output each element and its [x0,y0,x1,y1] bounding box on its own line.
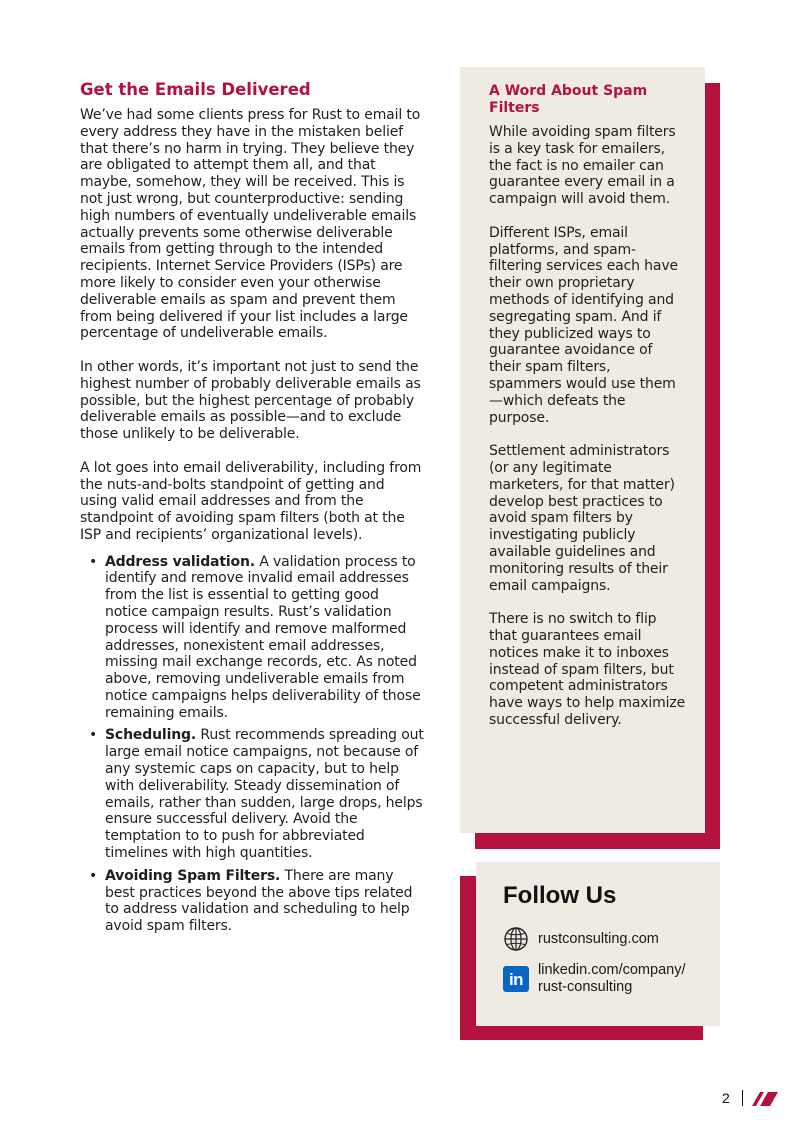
bullet-title: Scheduling. [105,727,197,744]
bullet-text: A validation process to identify and remove invalid email addresses from the list is essential to getting good notice campaign results. Rust’s validation process will identify and remove malformed addresses, nonexistent email addresses, missing mail exchange records, etc. As noted above, removing undeliverable emails from notice campaigns helps deliverability of those remaining emails. [105,553,421,721]
page-number: 2 [722,1090,730,1106]
bullet-text: Rust recommends spreading out large email notice campaigns, not because of any systemic caps on capacity, but to help with deliverability. Steady dissemination of emails, rather than sudden, large drops, helps ensure successful delivery. Avoid the temptation to to push for abbreviated timelines with high quantities. [105,727,424,862]
linkedin-icon: in [503,966,529,992]
follow-heading: Follow Us [503,882,617,909]
sidebar-paragraph-2: Different ISPs, email platforms, and spam-filtering services each have their own proprietary methods of identifying and segregating spam. And if they publicized ways to guarantee avoidance of their spam filters, spammers would use them—which defeats the purpose. [489,224,678,426]
article-heading: Get the Emails Delivered [80,80,311,99]
list-item [80,727,425,861]
sidebar-paragraph-3: Settlement administrators (or any legitimate marketers, for that matter) develop best practices to avoid spam filters by investigating publicly available guidelines and monitoring results of their email campaigns. [489,443,675,594]
sidebar-heading: A Word About Spam Filters [489,83,648,116]
spam-filters-sidebar [460,67,705,833]
article-paragraph-3: A lot goes into email deliverability, including from the nuts-and-bolts standpoint of getting and using valid email addresses and from the standpoint of avoiding spam filters (both at the ISP and recipients’ organizational levels). [80,459,422,543]
website-text: rustconsulting.com [538,930,659,947]
linkedin-text: linkedin.com/company/ rust-consulting [538,962,686,995]
page-number-divider [742,1090,743,1106]
bullet-text: There are many best practices beyond the above tips related to address validation and scheduling to help avoid spam filters. [105,867,413,935]
article-paragraph-1: We’ve had some clients press for Rust to email to every address they have in the mistaken belief that there’s no harm in trying. They believe they are obligated to attempt them all, and that maybe, somehow, they will be received. This is not just wrong, but counterproductive: sending high numbers of eventually undeliverable emails actually prevents some otherwise deliverable emails from getting through to the intended recipients. Internet Service Providers (ISPs) are more likely to consider even your otherwise deliverable emails as spam and prevent them from being delivered if your list includes a large percentage of undeliverable emails. [80,107,421,342]
sidebar-paragraph-4: There is no switch to flip that guarantees email notices make it to inboxes instead of spam filters, but competent administrators have ways to help maximize successful delivery. [489,611,686,728]
rust-logo-mark [752,1092,778,1106]
linkedin-link[interactable] [503,962,720,996]
globe-icon [503,926,529,952]
list-item [80,554,425,722]
sidebar-paragraph-1: While avoiding spam filters is a key task for emailers, the fact is no emailer can guarantee every email in a campaign will avoid them. [489,124,676,208]
bullet-dot: • [89,727,98,744]
main-article [80,80,425,941]
tips-list [80,554,425,936]
list-item [80,868,425,935]
article-paragraph-2: In other words, it’s important not just to send the highest number of probably deliverable emails as possible, but the highest percentage of probably deliverable emails as possible—and to exclude those unlikely to be deliverable. [80,358,421,443]
bullet-title: Address validation. [105,553,256,570]
bullet-dot: • [89,553,98,570]
bullet-title: Avoiding Spam Filters. [105,867,281,884]
bullet-dot: • [89,867,98,884]
follow-us-card [476,862,720,1026]
website-link[interactable] [503,926,720,952]
